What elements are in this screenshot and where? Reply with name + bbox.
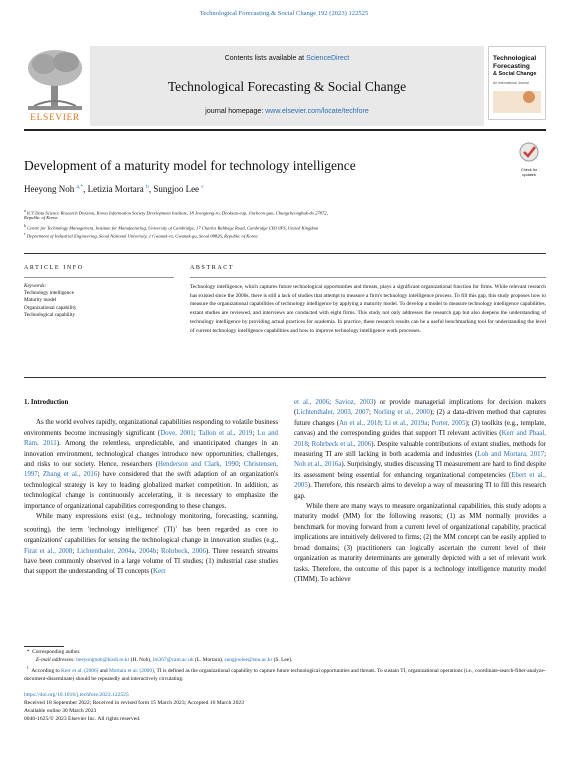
email-label: E-mail addresses: <box>36 657 77 663</box>
doi-link[interactable]: https://doi.org/10.1016/j.techfore.2023.122525 <box>24 692 129 698</box>
affiliation-text: Department of Industrial Engineering, Seoul National University, 1 Gwanak-ro, Gwanak-gu, Seoul 08826, Republic of Korea <box>26 233 258 239</box>
citation-link[interactable]: Dove, 2001 <box>160 429 194 437</box>
text-run: and <box>98 667 109 674</box>
citation-link[interactable]: Firat et al., 2008 <box>24 547 73 555</box>
citation-link[interactable]: Tallon et al., 2019 <box>198 429 253 437</box>
text-run: ) or provide managerial implications for decision makers ( <box>294 399 546 417</box>
homepage-prefix: journal homepage: <box>205 108 266 115</box>
affiliation-text: Republic of Korea <box>24 215 58 220</box>
email-owner: (L. Mortara), <box>193 657 225 663</box>
keyword: Organizational capability <box>24 304 77 311</box>
article-title: Development of a maturity model for technology intelligence <box>24 158 356 173</box>
text-run: ); (3) toolkits (e.g., template, canvas) and the corresponding guides that support TI relevant activities ( <box>294 419 547 438</box>
affiliation-mark: c <box>24 232 26 236</box>
citation-link[interactable]: An et al., 2018 <box>339 419 381 427</box>
author-name[interactable]: Letizia Mortara <box>87 184 144 194</box>
author-name[interactable]: Heeyong Noh <box>24 184 75 194</box>
text-run: has been regarded as core to organizations' capabilities for sensing the technological change in innovation studies (e.g., <box>24 526 278 545</box>
citation-link[interactable]: Noh et al., 2016a <box>294 461 342 469</box>
text-run: ; <box>307 440 312 448</box>
cover-title-1: Technological <box>493 55 537 62</box>
citation-link[interactable]: Rohrbeck et al., 2006 <box>311 440 372 448</box>
affiliation-mark: b <box>24 224 26 228</box>
text-run: According to <box>31 667 62 674</box>
text-run: ); (2) a data-driven method that captures future changes ( <box>294 409 546 427</box>
text-run: ). Surprisingly, studies discussing TI measurement are hard to find despite its assessment being essential for enhancing organizational competencies ( <box>294 461 546 479</box>
cover-title-3: & Social Change <box>493 71 537 77</box>
affiliation-c <box>24 231 464 240</box>
citation-link[interactable]: Lichtenthaler, 2003, 2007 <box>296 409 369 417</box>
text-run: ; <box>368 409 374 417</box>
email-link[interactable]: heeyongnoh@kisdi.re.kr <box>76 657 130 663</box>
citation-link[interactable]: Mortara et al. (2009) <box>108 667 154 674</box>
keywords-label: Keywords: <box>24 283 47 289</box>
email-link[interactable]: sungjoolee@snu.ac.kr <box>224 657 273 663</box>
info-rule-bottom <box>24 377 546 378</box>
keyword: Technology intelligence <box>24 290 74 297</box>
banner-center <box>90 46 484 126</box>
citation-link[interactable]: Lichtenthaler, 2004a, 2004b <box>76 547 157 555</box>
citation-link[interactable]: Savioz, 2003 <box>335 399 374 406</box>
abstract-heading: ABSTRACT <box>190 265 235 271</box>
text-run: ; <box>252 429 258 437</box>
citation-link[interactable]: Christensen, 1997 <box>24 461 278 479</box>
citation-link[interactable]: Li et al., 2019a <box>384 419 428 427</box>
author-marks[interactable]: a,* <box>76 184 84 190</box>
citation-link[interactable]: Kerr and Phaal, 2018 <box>294 430 546 448</box>
keyword: Maturity model <box>24 297 57 304</box>
crossmark-line2: updates <box>522 173 536 177</box>
footnote-rule <box>24 646 64 647</box>
publisher-name: ELSEVIER <box>30 113 80 123</box>
journal-citation[interactable]: Technological Forecasting & Social Change 192 (2023) 122525 <box>199 10 369 17</box>
text-run: ; <box>427 419 432 427</box>
crossmark-icon <box>514 141 544 163</box>
body-left-column <box>24 398 278 578</box>
journal-homepage <box>90 108 484 115</box>
author-marks[interactable]: c <box>201 184 204 190</box>
citation-link[interactable]: Kerr <box>153 568 166 576</box>
text-run: While there are many ways to measure organizational capabilities, this study adopts a maturity model (MM) for the following reasons; (1) as MM normally provides a benchmark for moving forward from a current level of organizational capability, practical implications are intuitively delivered to firms; (2) the MM concept can be easily applied to broad domains; (3) practitioners can logically ascertain the current level of their organization as maturity determinants are generally depicted with a set of relevant work tasks. Therefore, the outcome of this paper is a technology intelligence maturity model (TIMM). To achieve <box>294 503 546 583</box>
sciencedirect-link[interactable]: ScienceDirect <box>306 55 350 62</box>
contents-prefix: Contents lists available at <box>224 55 307 62</box>
footnotes <box>24 648 546 683</box>
email-owner: (S. Lee). <box>272 657 293 663</box>
copyright: 0040-1625/© 2023 Elsevier Inc. All rights reserved. <box>24 716 141 722</box>
crossmark-line1: Check for <box>520 168 538 172</box>
citation-link[interactable]: Henderson and Clark, 1990 <box>158 461 239 469</box>
author-marks[interactable]: b <box>146 184 149 190</box>
paragraph <box>24 418 278 512</box>
text-run: ; <box>544 451 546 459</box>
journal-cover-thumbnail[interactable] <box>488 46 546 120</box>
text-run: ) have considered that the swift adaption of an organization's technological strategy is key to leading globalized market competition. In addition, as technological change is continuously accelerating, it is necessary to emphasize the importance of organizational capabilities corresponding to these changes. <box>24 471 278 510</box>
journal-banner <box>24 46 546 126</box>
affiliation-text: Centre for Technology Management, Institute for Manufacturing, University of Cambridge, 17 Charles Babbage Road, Cambridge CB3 0FS, United Kingdom <box>27 225 319 231</box>
elsevier-logo[interactable] <box>24 46 86 126</box>
received-dates: Received 18 September 2022; Received in revised form 15 March 2023; Accepted 16 March 2023 <box>24 700 244 706</box>
text-run: , TI is defined as the organizational capability to capture future technological opportunities and threats. To sustain TI, organizational operations (i.e., coordinate-search-filter-analyze-document-disseminate) should be repeatedly and interactively circulating. <box>24 667 546 682</box>
abstract-subrule <box>190 277 546 278</box>
elsevier-tree-icon <box>24 46 86 112</box>
text-run: As the world evolves rapidly, organizational capabilities responding to volatile business environments become increasingly significant ( <box>24 419 278 437</box>
affiliation-a-cont <box>24 215 464 221</box>
contents-available <box>90 55 484 62</box>
abstract-text: Technology intelligence, which captures future technological opportunities and threats, plays a significant organizational function for firms. While relevant research has existed since the 2000s, there is still a lack of studies that attempt to measure a firm's technology intelligence process. To fill this gap, this study proposes how to measure the organizational capabilities of technology intelligence by applying a maturity model. To develop a model to measure technology intelligence capabilities, extant studies are reviewed, and interviews are conducted with eight firms. This study not only addresses the research gap but also deepens the understanding of technology intelligence by providing actual practices for academia. In practice, these research results can be a useful benchmarking tool for understanding the level of current technology intelligence capabilities and how to improve technology intelligence work processes. <box>190 284 546 334</box>
citation-link[interactable]: Zhang et al., 2016 <box>42 471 98 479</box>
citation-link[interactable]: Rohrbeck, 2006 <box>160 547 206 555</box>
email-link[interactable]: lm367@cam.ac.uk <box>152 657 194 663</box>
footnote-1: $^1$ According to Kerr et al. (2006) and Mortara et al. (2009), TI is defined as the organizational capability to capture future technological opportunities and threats. To sustain TI, organizational operations (i.e., coordinate-search-filter-analyze-document-disseminate) should be repeatedly and interactively circulating. <box>24 665 546 682</box>
keywords-block <box>24 283 76 319</box>
info-subrule <box>24 277 174 278</box>
affiliation-text: ICT Data Science Research Division, Korea Information Society Development Institute, 18 Jeongtong-ro, Deoksan-eup, Jincheon-gun, Chungcheongbuk-do 27872, <box>26 210 328 216</box>
author-name[interactable]: Sungjoo Lee <box>153 184 200 194</box>
text-run: ). Among the relentless, unpredictable, and unanticipated changes in an innovation environment, technological changes introduce new opportunities, challenges, and risks to our society. Hence, researchers ( <box>24 440 278 469</box>
text-run: ). Therefore, this research aims to develop a way of measuring TI to fill this research gap. <box>294 482 546 500</box>
text-run: ; <box>329 399 336 406</box>
article-info-heading: ARTICLE INFO <box>24 265 84 271</box>
journal-title: Technological Forecasting & Social Change <box>167 79 407 94</box>
citation-link[interactable]: Loh and Mortara, 2017 <box>477 451 545 459</box>
text-run: ; <box>72 547 77 555</box>
info-rule-top <box>24 253 546 254</box>
citation-link[interactable]: Ebert et al., 2005 <box>294 471 546 490</box>
homepage-link[interactable]: www.elsevier.com/locate/techfore <box>265 108 369 115</box>
text-run: ; <box>193 429 199 437</box>
text-run: While many expressions exist (e.g., technology monitoring, forecasting, scanning, scouting), the term 'technology intelligence' (TI) <box>24 513 278 534</box>
citation-link[interactable]: Lu and Ram, 2011 <box>24 429 278 448</box>
citation-link[interactable]: Porter, 2005 <box>431 419 466 427</box>
footnote-marker[interactable]: 1 <box>175 524 178 530</box>
cover-title-2: Forecasting <box>493 63 530 70</box>
cover-graphic-icon <box>489 87 545 117</box>
text-run: ). Three research streams have been commonly observed in a large volume of TI studies; (1) industrial case studies that support the understanding of TI concepts ( <box>24 547 279 576</box>
author-list: Heeyong Noh $^{a,*}$, Letizia Mortara $^b$, Sungjoo Lee $^c$ <box>24 184 204 194</box>
citation-link[interactable]: Kerr et al. (2006) <box>61 667 99 674</box>
corresponding-text: Corresponding author. <box>32 649 81 655</box>
banner-rule <box>24 129 546 131</box>
email-line <box>24 656 546 664</box>
footnote-1-text <box>24 668 546 682</box>
available-online: Available online 30 March 2023 <box>24 708 97 714</box>
cover-subtitle: An International Journal <box>493 81 529 85</box>
corresponding-note: * Corresponding author. <box>24 649 81 655</box>
email-owner: (H. Noh), <box>129 657 153 663</box>
paragraph <box>294 502 546 585</box>
body-right-column <box>294 398 546 585</box>
text-run: ). Despite valuable contributions of extant studies, methods for measuring TI are still lacking in both academia and industries ( <box>294 440 546 459</box>
text-run: ; <box>156 547 161 555</box>
section-heading: 1. Introduction <box>24 399 69 406</box>
paragraph <box>294 398 546 502</box>
citation-link[interactable]: Norling et al., 2000 <box>373 409 430 417</box>
citation-link[interactable]: et al., 2006 <box>294 399 330 406</box>
publication-info <box>24 691 244 723</box>
affiliation-mark: a <box>24 209 26 213</box>
text-run: ; <box>37 471 43 479</box>
text-run: ; <box>380 419 385 427</box>
check-for-updates-badge[interactable] <box>514 141 544 175</box>
paragraph <box>24 512 278 578</box>
text-run: ; <box>238 461 244 469</box>
keyword: Technological capability <box>24 311 76 318</box>
